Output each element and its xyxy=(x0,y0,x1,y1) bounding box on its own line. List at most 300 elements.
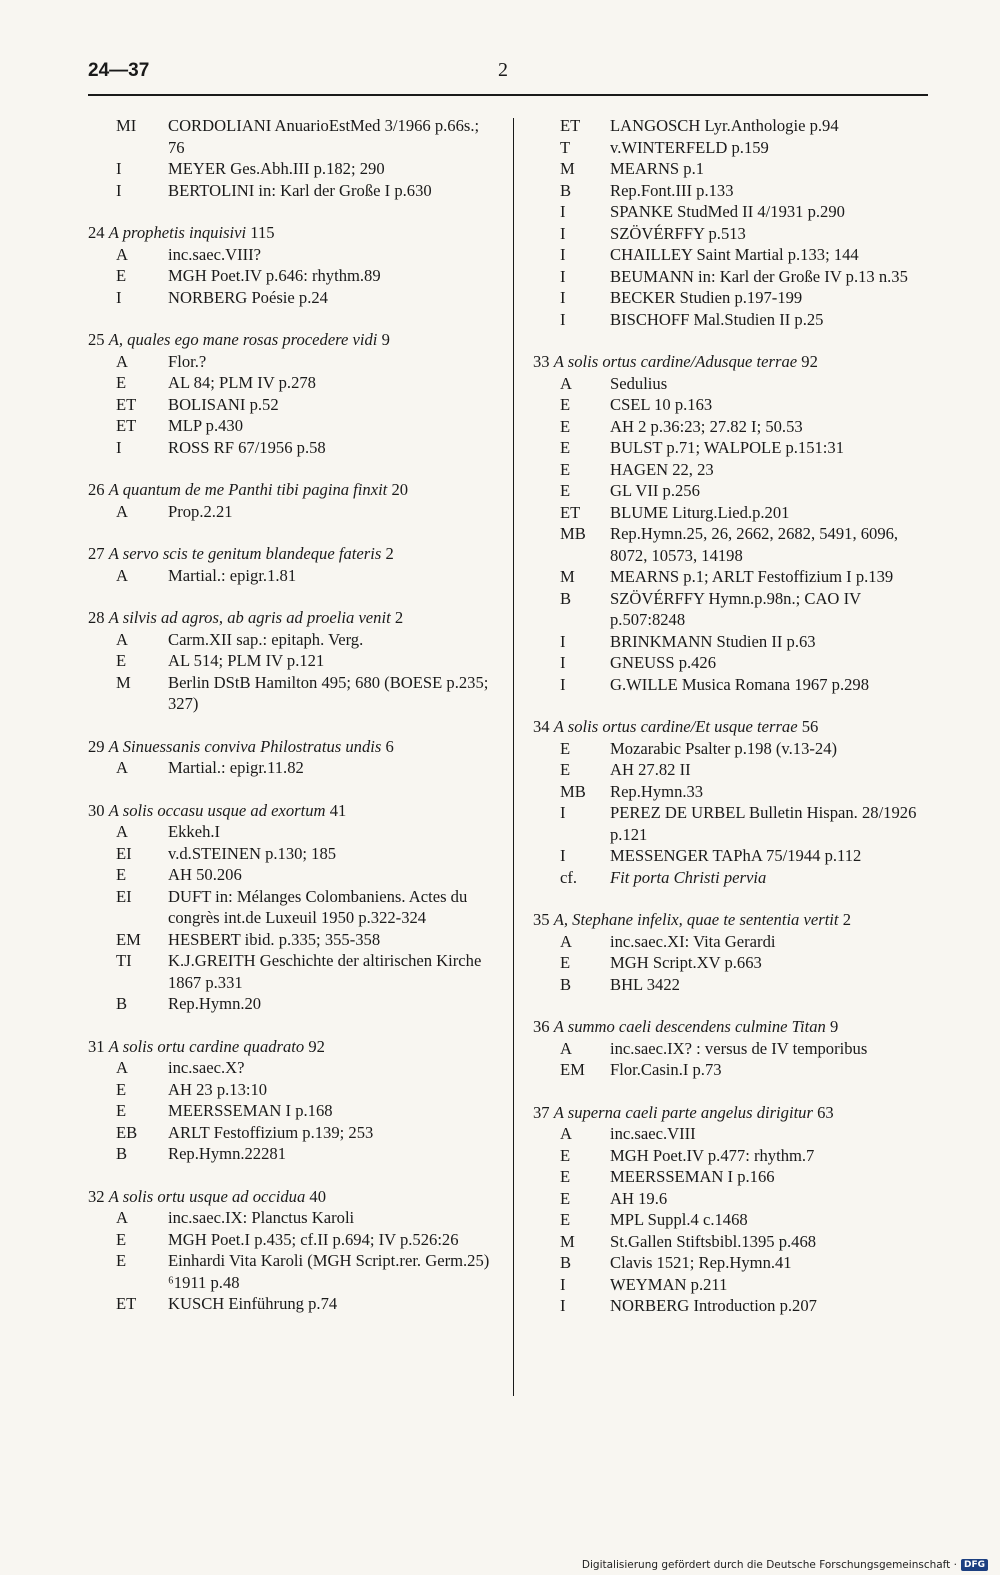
reference-code: A xyxy=(116,1208,128,1227)
reference-text: v.WINTERFELD p.159 xyxy=(610,137,769,157)
reference-text: inc.saec.VIII xyxy=(610,1124,696,1143)
reference-row xyxy=(88,415,493,437)
reference-row xyxy=(533,1274,933,1296)
reference-code: EI xyxy=(116,886,132,906)
entry xyxy=(88,800,493,1015)
reference-code: E xyxy=(560,481,571,500)
entry xyxy=(88,543,493,586)
reference-row xyxy=(533,759,933,781)
reference-code: E xyxy=(560,1210,571,1229)
entry-title xyxy=(88,800,493,822)
reference-row xyxy=(88,1079,493,1101)
incipit: A, Stephane infelix, quae te sententia vertit xyxy=(553,910,839,929)
reference-row xyxy=(533,373,933,395)
reference-text: LANGOSCH Lyr.Anthologie p.94 xyxy=(610,116,839,135)
reference-text: inc.saec.X? xyxy=(168,1058,245,1077)
reference-row xyxy=(533,1295,933,1317)
reference-code: E xyxy=(116,266,127,285)
reference-code: I xyxy=(560,846,566,865)
reference-row xyxy=(88,1057,493,1079)
reference-row xyxy=(88,565,493,587)
reference-text: v.d.STEINEN p.130; 185 xyxy=(168,843,337,863)
entry-title xyxy=(533,351,933,373)
reference-code: A xyxy=(116,1058,128,1077)
reference-text: BECKER Studien p.197-199 xyxy=(610,288,803,307)
verse-count: 56 xyxy=(801,717,819,736)
reference-text: CHAILLEY Saint Martial p.133; 144 xyxy=(610,245,859,264)
reference-text: MEYER Ges.Abh.III p.182; 290 xyxy=(168,159,385,178)
reference-row xyxy=(88,394,493,416)
reference-text: MGH Poet.IV p.477: rhythm.7 xyxy=(610,1145,815,1165)
reference-text: Einhardi Vita Karoli (MGH Script.rer. Germ.25) ⁶1911 p.48 xyxy=(168,1251,490,1292)
reference-text: AH 2 p.36:23; 27.82 I; 50.53 xyxy=(610,416,803,436)
incipit: A servo scis te genitum blandeque fateris xyxy=(108,544,382,563)
reference-code: E xyxy=(116,1251,127,1270)
verse-count: 2 xyxy=(842,910,851,929)
reference-code: T xyxy=(560,137,571,157)
reference-row xyxy=(533,394,933,416)
entry-title xyxy=(88,1186,493,1208)
reference-code: A xyxy=(116,244,128,264)
right-column xyxy=(533,115,933,1338)
reference-code: I xyxy=(116,159,122,178)
reference-text: MEARNS p.1; ARLT Festoffizium I p.139 xyxy=(610,567,894,586)
reference-code: I xyxy=(560,223,566,243)
reference-row xyxy=(88,1122,493,1144)
reference-row xyxy=(88,1100,493,1122)
reference-text: MESSENGER TAPhA 75/1944 p.112 xyxy=(610,846,862,865)
reference-text: SZÖVÉRFFY p.513 xyxy=(610,223,746,243)
reference-text: Mozarabic Psalter p.198 (v.13-24) xyxy=(610,738,838,758)
reference-row xyxy=(533,1166,933,1188)
reference-text: BHL 3422 xyxy=(610,974,680,994)
reference-row xyxy=(533,266,933,288)
reference-text: BERTOLINI in: Karl der Große I p.630 xyxy=(168,180,432,200)
entry-title xyxy=(88,736,493,758)
reference-text: G.WILLE Musica Romana 1967 p.298 xyxy=(610,674,869,694)
reference-text: MLP p.430 xyxy=(168,416,243,435)
reference-code: ET xyxy=(116,394,137,414)
reference-code: E xyxy=(116,1229,127,1249)
reference-row xyxy=(533,781,933,803)
incipit: A, quales ego mane rosas procedere vidi xyxy=(108,330,378,349)
reference-code: ET xyxy=(116,1294,137,1313)
reference-row xyxy=(533,223,933,245)
entry-number: 33 xyxy=(533,352,550,371)
reference-text: BISCHOFF Mal.Studien II p.25 xyxy=(610,309,824,329)
header-rule xyxy=(88,94,928,96)
reference-text: inc.saec.IX? : versus de IV temporibus xyxy=(610,1038,868,1058)
incipit: A Sinuessanis conviva Philostratus undis xyxy=(108,736,382,756)
verse-count: 6 xyxy=(385,736,394,756)
page-header xyxy=(88,60,928,94)
reference-text: WEYMAN p.211 xyxy=(610,1274,728,1294)
reference-code: EI xyxy=(116,843,132,863)
reference-code: A xyxy=(116,565,128,585)
reference-code: I xyxy=(560,803,566,822)
reference-code: B xyxy=(116,994,128,1013)
reference-code: E xyxy=(560,395,571,414)
entry xyxy=(533,1016,933,1081)
reference-row xyxy=(533,802,933,845)
reference-code: E xyxy=(116,651,127,670)
reference-code: MB xyxy=(560,524,586,543)
reference-text: Martial.: epigr.11.82 xyxy=(168,758,304,777)
reference-code: A xyxy=(116,758,128,777)
reference-row xyxy=(533,523,933,566)
reference-code: A xyxy=(560,1038,572,1058)
reference-code: A xyxy=(116,629,128,649)
reference-code: I xyxy=(560,653,566,672)
reference-text: BULST p.71; WALPOLE p.151:31 xyxy=(610,438,845,457)
reference-text: Flor.Casin.I p.73 xyxy=(610,1060,722,1079)
reference-text: AH 19.6 xyxy=(610,1188,668,1208)
reference-text: inc.saec.VIII? xyxy=(168,244,262,264)
reference-row xyxy=(533,1231,933,1253)
entry-title xyxy=(533,716,933,738)
reference-row xyxy=(533,180,933,202)
reference-code: EM xyxy=(560,1060,585,1079)
reference-code: I xyxy=(116,180,122,200)
verse-count: 92 xyxy=(308,1036,325,1056)
incipit: A solis ortus cardine/Et usque terrae xyxy=(553,717,798,736)
reference-text: BEUMANN in: Karl der Große IV p.13 n.35 xyxy=(610,266,908,286)
reference-code: I xyxy=(560,631,566,651)
reference-row xyxy=(88,158,493,180)
reference-code: B xyxy=(560,1253,572,1272)
reference-text: MEERSSEMAN I p.166 xyxy=(610,1167,775,1186)
reference-row xyxy=(88,372,493,394)
reference-text: MGH Poet.I p.435; cf.II p.694; IV p.526:26 xyxy=(168,1229,459,1249)
reference-text: GL VII p.256 xyxy=(610,481,700,500)
entry xyxy=(88,607,493,715)
reference-row xyxy=(533,1038,933,1060)
reference-row xyxy=(533,1188,933,1210)
reference-text: inc.saec.XI: Vita Gerardi xyxy=(610,931,776,951)
entry-number: 24 xyxy=(88,223,105,242)
reference-code: M xyxy=(560,159,575,178)
reference-text: AL 514; PLM IV p.121 xyxy=(168,651,325,670)
verse-count: 92 xyxy=(801,352,818,371)
entry-number: 26 xyxy=(88,480,105,499)
reference-code: E xyxy=(116,865,127,884)
reference-row xyxy=(533,588,933,631)
entry-title xyxy=(88,607,493,629)
reference-text: NORBERG Introduction p.207 xyxy=(610,1296,817,1315)
reference-code: TI xyxy=(116,951,132,970)
reference-code: I xyxy=(116,287,122,307)
reference-row xyxy=(88,437,493,459)
reference-code: B xyxy=(116,1144,128,1163)
reference-text: BOLISANI p.52 xyxy=(168,394,279,414)
reference-text: HESBERT ibid. p.335; 355-358 xyxy=(168,929,381,949)
reference-row xyxy=(88,1293,493,1315)
reference-code: A xyxy=(116,501,128,521)
entry-title xyxy=(88,1036,493,1058)
reference-row xyxy=(88,115,493,158)
reference-row xyxy=(533,115,933,137)
reference-code: E xyxy=(560,416,571,436)
reference-text: Prop.2.21 xyxy=(168,501,233,521)
entry-title xyxy=(533,1102,933,1124)
reference-text: ROSS RF 67/1956 p.58 xyxy=(168,437,326,457)
reference-row xyxy=(88,843,493,865)
reference-row xyxy=(533,1123,933,1145)
reference-row xyxy=(88,1143,493,1165)
entry-title xyxy=(88,329,493,351)
reference-code: cf. xyxy=(560,867,578,887)
reference-code: B xyxy=(560,180,572,200)
entry-number: 31 xyxy=(88,1036,105,1056)
reference-text: AH 27.82 II xyxy=(610,760,691,779)
verse-count: 2 xyxy=(385,544,394,563)
reference-code: E xyxy=(560,760,571,779)
reference-code: I xyxy=(560,1274,566,1294)
reference-code: E xyxy=(560,1145,571,1165)
verse-count: 2 xyxy=(394,608,404,627)
incipit: A solis ortu cardine quadrato xyxy=(108,1036,305,1056)
reference-row xyxy=(533,1209,933,1231)
entry xyxy=(533,115,933,330)
verse-count: 20 xyxy=(391,480,409,499)
entry xyxy=(88,736,493,779)
incipit: A prophetis inquisivi xyxy=(108,223,247,242)
reference-text: Rep.Hymn.20 xyxy=(168,994,262,1013)
entry-title xyxy=(88,479,493,501)
reference-row xyxy=(88,929,493,951)
reference-text: BRINKMANN Studien II p.63 xyxy=(610,631,816,651)
reference-row xyxy=(533,845,933,867)
reference-text: MGH Poet.IV p.646: rhythm.89 xyxy=(168,266,381,285)
reference-code: E xyxy=(560,459,571,479)
entry-number: 35 xyxy=(533,910,550,929)
reference-row xyxy=(533,952,933,974)
reference-code: I xyxy=(560,202,566,221)
reference-text: St.Gallen Stiftsbibl.1395 p.468 xyxy=(610,1231,817,1251)
reference-row xyxy=(533,631,933,653)
reference-code: ET xyxy=(116,416,137,435)
reference-text: inc.saec.IX: Planctus Karoli xyxy=(168,1208,355,1227)
incipit: A silvis ad agros, ab agris ad proelia venit xyxy=(108,608,391,627)
reference-row xyxy=(88,886,493,929)
entry xyxy=(88,329,493,458)
reference-text: MGH Script.XV p.663 xyxy=(610,953,762,972)
incipit: A quantum de me Panthi tibi pagina finxit xyxy=(108,480,388,499)
entry-number: 25 xyxy=(88,330,105,349)
entry-number: 37 xyxy=(533,1102,550,1122)
incipit: A summo caeli descendens culmine Titan xyxy=(553,1017,826,1036)
reference-code: A xyxy=(560,931,572,951)
reference-row xyxy=(533,137,933,159)
reference-text: MEERSSEMAN I p.168 xyxy=(168,1101,333,1120)
verse-count: 9 xyxy=(381,330,390,349)
verse-count: 63 xyxy=(817,1102,834,1122)
reference-text: Rep.Hymn.22281 xyxy=(168,1144,286,1163)
entry xyxy=(533,716,933,888)
reference-text: GNEUSS p.426 xyxy=(610,653,717,672)
reference-row xyxy=(88,287,493,309)
reference-row xyxy=(88,650,493,672)
reference-text: PEREZ DE URBEL Bulletin Hispan. 28/1926 p.121 xyxy=(610,803,917,844)
entry xyxy=(88,479,493,522)
entry xyxy=(88,1036,493,1165)
reference-code: E xyxy=(116,373,127,392)
reference-code: EB xyxy=(116,1122,138,1142)
reference-code: E xyxy=(560,1167,571,1186)
reference-row xyxy=(533,931,933,953)
reference-text: SPANKE StudMed II 4/1931 p.290 xyxy=(610,202,845,221)
verse-count: 40 xyxy=(309,1186,327,1206)
reference-text: MEARNS p.1 xyxy=(610,159,705,178)
reference-code: MB xyxy=(560,781,586,801)
reference-code: I xyxy=(560,266,566,286)
reference-code: I xyxy=(560,309,566,329)
reference-text: K.J.GREITH Geschichte der altirischen Kirche 1867 p.331 xyxy=(168,951,482,992)
reference-text: CSEL 10 p.163 xyxy=(610,395,713,414)
entry xyxy=(533,1102,933,1317)
reference-code: I xyxy=(560,1296,566,1315)
reference-row xyxy=(88,501,493,523)
reference-text: Berlin DStB Hamilton 495; 680 (BOESE p.235; 327) xyxy=(168,672,489,713)
reference-row xyxy=(533,459,933,481)
reference-row xyxy=(533,1145,933,1167)
reference-code: E xyxy=(560,1188,571,1208)
reference-row xyxy=(88,180,493,202)
reference-code: E xyxy=(560,953,571,972)
entry-title xyxy=(88,222,493,244)
reference-text: SZÖVÉRFFY Hymn.p.98n.; CAO IV p.507:8248 xyxy=(610,588,861,629)
reference-row xyxy=(533,738,933,760)
reference-code: M xyxy=(560,1231,575,1251)
reference-row xyxy=(533,201,933,223)
reference-text: Flor.? xyxy=(168,351,207,371)
incipit: A solis occasu usque ad exortum xyxy=(108,800,326,820)
reference-text: Rep.Font.III p.133 xyxy=(610,180,734,200)
reference-text: KUSCH Einführung p.74 xyxy=(168,1294,338,1313)
digitization-footer xyxy=(582,1559,988,1571)
reference-row xyxy=(533,158,933,180)
reference-row xyxy=(533,416,933,438)
reference-row xyxy=(88,864,493,886)
reference-code: A xyxy=(560,1124,572,1143)
reference-text: Fit porta Christi pervia xyxy=(610,867,767,887)
reference-row xyxy=(88,1229,493,1251)
reference-code: ET xyxy=(560,116,581,135)
reference-text: Ekkeh.I xyxy=(168,822,221,841)
reference-code: I xyxy=(116,437,122,457)
entry-title xyxy=(533,909,933,931)
entry xyxy=(88,1186,493,1315)
reference-text: Carm.XII sap.: epitaph. Verg. xyxy=(168,629,364,649)
reference-code: A xyxy=(560,373,572,393)
reference-row xyxy=(88,1207,493,1229)
reference-row xyxy=(88,1250,493,1293)
verse-count: 115 xyxy=(250,223,275,242)
reference-row xyxy=(88,757,493,779)
reference-code: E xyxy=(116,1101,127,1120)
entry-number: 36 xyxy=(533,1017,550,1036)
reference-code: B xyxy=(560,588,572,608)
reference-row xyxy=(533,974,933,996)
reference-row xyxy=(533,674,933,696)
reference-text: AH 23 p.13:10 xyxy=(168,1079,268,1099)
reference-row xyxy=(88,265,493,287)
reference-code: E xyxy=(560,438,571,457)
entry-number: 27 xyxy=(88,544,105,563)
reference-code: M xyxy=(116,672,131,692)
dfg-logo: DFG xyxy=(961,1559,988,1571)
column-divider xyxy=(513,118,514,1396)
entry xyxy=(533,351,933,695)
reference-text: MPL Suppl.4 c.1468 xyxy=(610,1210,748,1229)
reference-row xyxy=(533,1252,933,1274)
entry-title xyxy=(88,543,493,565)
incipit: A solis ortus cardine/Adusque terrae xyxy=(553,352,798,371)
reference-row xyxy=(533,480,933,502)
reference-row xyxy=(88,672,493,715)
reference-code: I xyxy=(560,674,566,694)
incipit: A solis ortu usque ad occidua xyxy=(108,1186,306,1206)
reference-code: B xyxy=(560,974,572,994)
entry xyxy=(88,222,493,308)
reference-text: ARLT Festoffizium p.139; 253 xyxy=(168,1122,374,1142)
reference-row xyxy=(88,244,493,266)
reference-code: A xyxy=(116,822,128,841)
reference-row xyxy=(88,950,493,993)
reference-text: DUFT in: Mélanges Colombaniens. Actes du congrès int.de Luxeuil 1950 p.322-324 xyxy=(168,886,468,927)
reference-row xyxy=(533,566,933,588)
reference-code: E xyxy=(560,738,571,758)
reference-row xyxy=(533,502,933,524)
reference-text: Rep.Hymn.25, 26, 2662, 2682, 5491, 6096, 8072, 10573, 14198 xyxy=(610,524,899,565)
reference-row xyxy=(88,821,493,843)
verse-count: 41 xyxy=(329,800,347,820)
reference-code: E xyxy=(116,1079,127,1099)
reference-code: I xyxy=(560,288,566,307)
reference-row xyxy=(533,244,933,266)
reference-row xyxy=(533,437,933,459)
reference-code: A xyxy=(116,351,128,371)
reference-text: AL 84; PLM IV p.278 xyxy=(168,373,316,392)
reference-text: Rep.Hymn.33 xyxy=(610,781,704,801)
reference-row xyxy=(88,629,493,651)
reference-text: Clavis 1521; Rep.Hymn.41 xyxy=(610,1253,792,1272)
entry xyxy=(88,115,493,201)
reference-text: NORBERG Poésie p.24 xyxy=(168,287,328,307)
entry-number: 32 xyxy=(88,1186,105,1206)
entry-number: 29 xyxy=(88,736,105,756)
entry-title xyxy=(533,1016,933,1038)
reference-row xyxy=(533,287,933,309)
reference-text: CORDOLIANI AnuarioEstMed 3/1966 p.66s.; 76 xyxy=(168,116,480,157)
entry-number: 34 xyxy=(533,717,550,736)
reference-text: AH 50.206 xyxy=(168,865,242,884)
entry xyxy=(533,909,933,995)
reference-code: ET xyxy=(560,502,581,522)
page-number: 2 xyxy=(498,59,508,81)
entry-number: 28 xyxy=(88,608,105,627)
reference-row xyxy=(533,867,933,889)
reference-text: Martial.: epigr.1.81 xyxy=(168,565,297,585)
verse-count: 9 xyxy=(829,1017,839,1036)
reference-code: EM xyxy=(116,929,141,949)
reference-row xyxy=(88,351,493,373)
reference-text: Sedulius xyxy=(610,373,668,393)
footer-text: Digitalisierung gefördert durch die Deutsche Forschungsgemeinschaft · xyxy=(581,1559,957,1571)
entry-number: 30 xyxy=(88,800,105,820)
reference-code: M xyxy=(560,567,575,586)
reference-text: HAGEN 22, 23 xyxy=(610,459,714,479)
